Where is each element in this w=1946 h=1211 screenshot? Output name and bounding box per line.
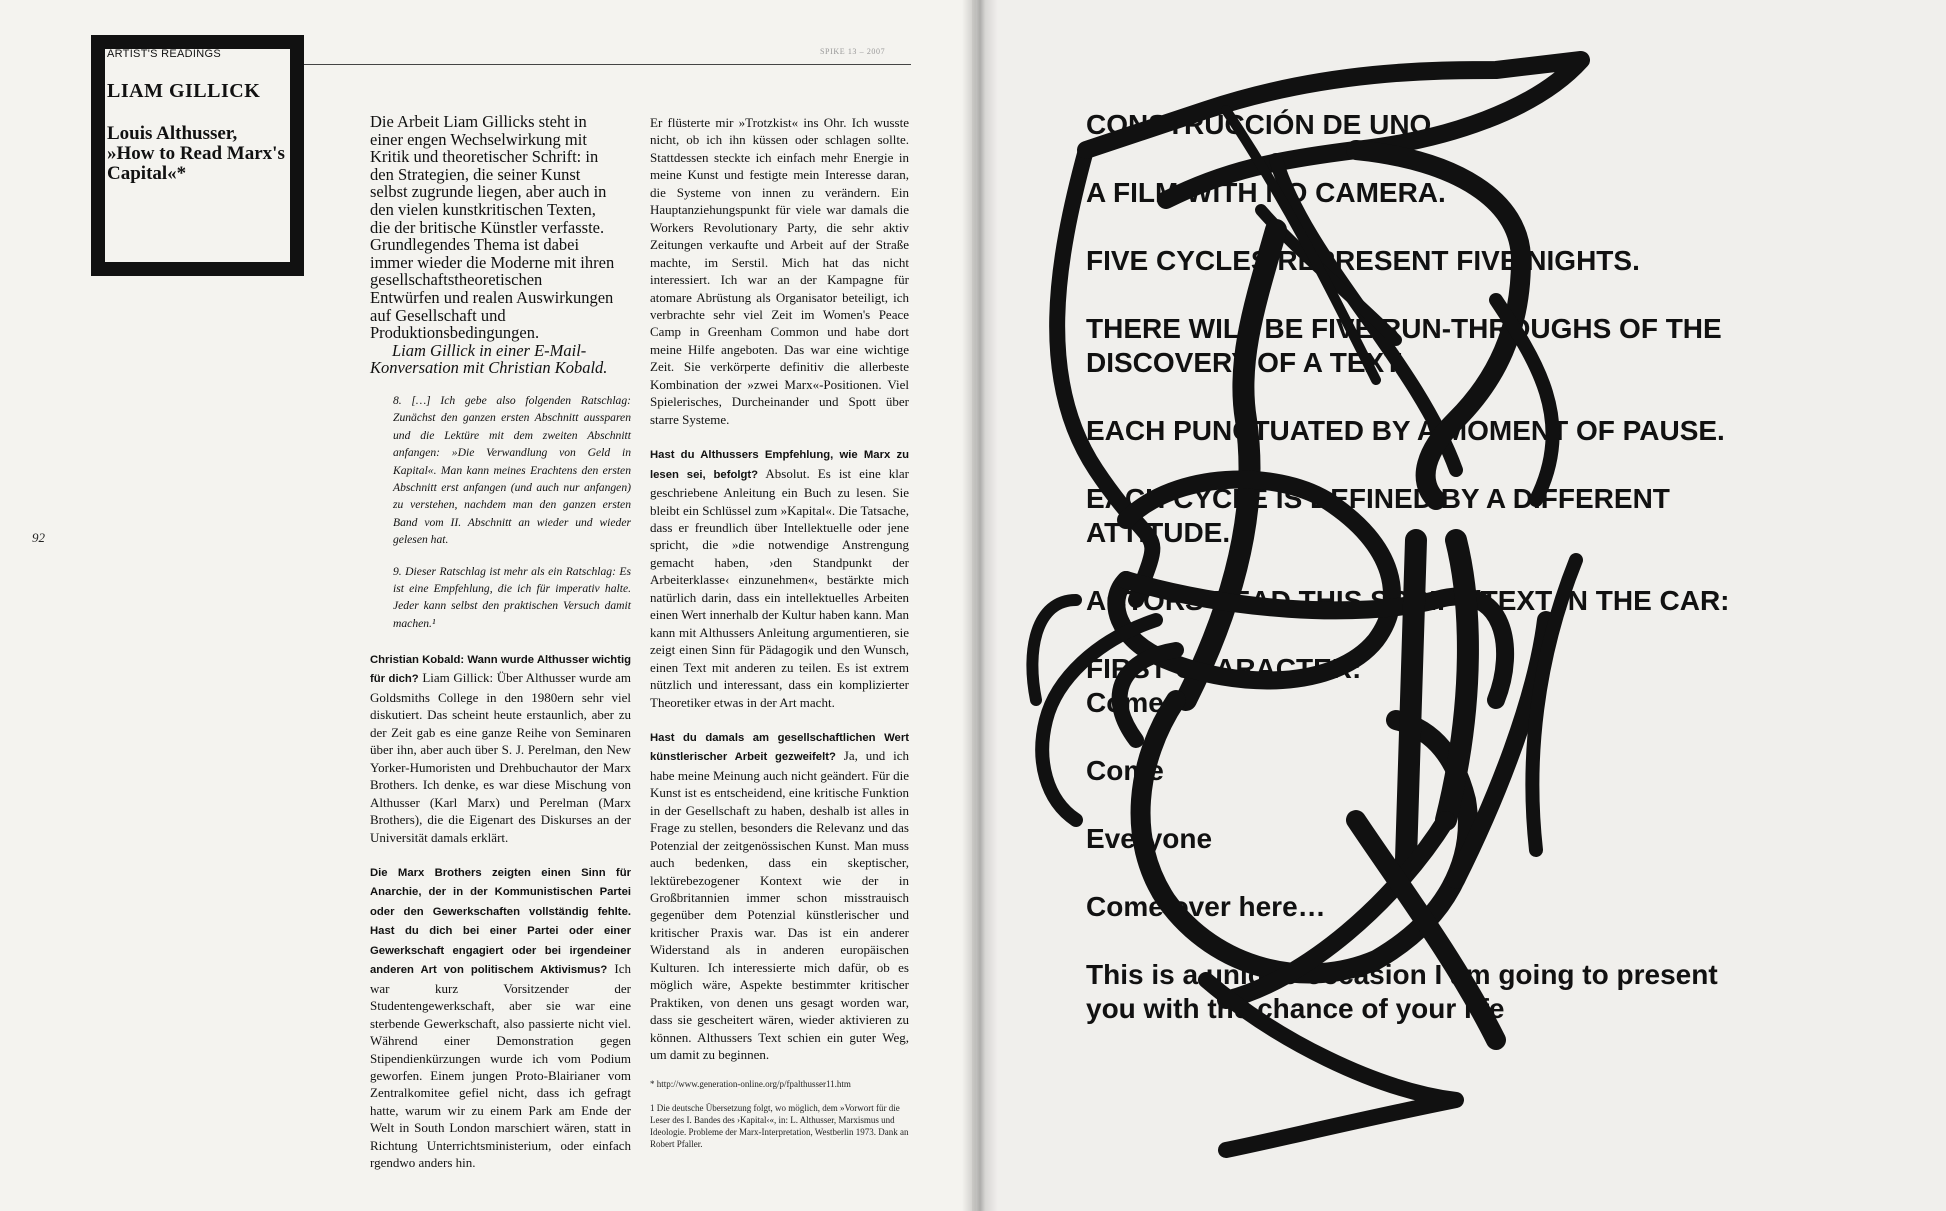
quote-9: 9. Dieser Ratschlag ist mehr als ein Ratschlag: Es ist eine Empfehlung, die ich für imperativ halte. Jeder kann selbst den praktischen Versuch damit machen.¹ [393, 564, 631, 630]
interview-question: Christian Kobald: Wann wurde Althusser wichtig für dich? [370, 654, 631, 686]
intro-credit: Liam Gillick in einer E-Mail-Konversation mit Christian Kobald. [370, 340, 608, 378]
script-line: FIRST CHARACTER: [1086, 653, 1362, 684]
interview-column-2 [650, 114, 909, 1081]
quote-8: 8. […] Ich gebe also folgenden Ratschlag: Zunächst den ganzen ersten Abschnitt aussparen und die Lektüre mit dem zweiten Abschnitt anfangen: »Die Verwandlung von Geld in Kapital«. Man kann meines Erachtens den ersten Abschnitt erst anfangen (und auch nur anfangen) zu verstehen, nachdem man den ganzen ersten Band vom II. Abschnitt an wieder und wieder gelesen hat. [393, 394, 631, 547]
script-line: A FILM WITH NO CAMERA. [1086, 177, 1446, 208]
script-line: FIVE CYCLES REPRESENT FIVE NIGHTS. [1086, 245, 1640, 276]
script-line: DISCOVERY OF A TEXT. [1086, 347, 1406, 378]
page-number: 92 [32, 530, 45, 545]
running-head: SPIKE 13 – 2007 [820, 47, 886, 56]
interview-answer: Ich war kurz Vorsitzender der Studentengewerkschaft, aber sie war eine sterbende Gewerkschaft, also passierte nicht viel. Während einer Demonstration gegen Stipendienkürzungen wurde ich vom Podium geworfen. Einem jungen Proto-Blairianer vom Zentralkomitee gefiel nicht, dass ich gefragt hatte, warum wir zu einem Park am Ende der Welt in South London marschiert wären, statt in Richtung Unterrichtsministerium, oder einfach rgendwo anders hin. [370, 961, 631, 1171]
althusser-quotes [393, 392, 631, 646]
interview-answer: Liam Gillick: Über Althusser wurde am Goldsmiths College in den 1980ern sehr viel diskutiert. Das scheint heute erstaunlich, aber zu der Zeit gab es eine ganze Reihe von Seminaren über ihn, aber auch über S. J. Perelman, den New Yorker-Humoristen und Drehbuchautor der Marx Brothers. Ich denke, es war diese Mischung von Althusser (Karl Marx) und Perelman (Marx Brothers), die die Eigenart des Diskurses an der Universität damals erklärt. [370, 670, 632, 845]
interview-block [650, 728, 909, 1064]
script-line: Come [1086, 755, 1164, 786]
interview-block [370, 863, 631, 1172]
interview-column-1 [370, 650, 631, 1189]
interview-answer: Ja, und ich habe meine Meinung auch nicht geändert. Für die Kunst ist es entscheidend, eine kritische Funktion in der Gesellschaft zu haben, deshalb ist alles in Frage zu stellen, besonders die Relevanz und das Potenzial der zeitgenössischen Kunst. Man muss auch bedenken, dass ein skeptischer, lektürebezogener Kontext wie der in Großbritannien immer schon misstrauisch gegenüber dem Potenzial künstlerischer und kritischer Praxis war. Das ist ein anderer Widerstand als in anderen europäischen Kulturen. Ich interessierte mich dafür, ob es möglich wäre, Aspekte bestimmter kritischer Praktiken, von denen uns gesagt worden war, dass sie gescheitert wären, wieder aktivieren zu können. Althussers Text schien ein guter Weg, um damit zu beginnen. [650, 748, 910, 1063]
script-line: you with the chance of your life [1086, 993, 1505, 1024]
left-page [0, 0, 972, 1211]
script-line: THERE WILL BE FIVE RUN-THROUGHS OF THE [1086, 313, 1722, 344]
interview-question: Hast du damals am gesellschaftlichen Wert künstlerischer Arbeit gezweifelt? [650, 731, 909, 764]
footnote-1: 1 Die deutsche Übersetzung folgt, wo möglich, dem »Vorwort für die Leser des I. Bandes des ›Kapital‹«, in: L. Althusser, Marxismus und Ideologie. Probleme der Marx-Interpretation, Westberlin 1973. Dank an Robert Pfaller. [650, 1103, 909, 1149]
script-line: EACH CYCLE IS DEFINED BY A DIFFERENT [1086, 483, 1670, 514]
interview-answer: Absolut. Es ist eine klar geschriebene Anleitung ein Buch zu lesen. Sie bleibt ein Schlüssel zum »Kapital«. Die Tatsache, dass er freundlich über Intellektuelle oder jene spricht, die »die notwendige Anstrengung gemacht haben, ›den Standpunkt der Arbeiterklasse‹ einzunehmen«, bestärkte mich natürlich darin, dass ein intellektuelles Arbeiten einen Wert innerhalb der Kultur haben kann. Man kann mit Althussers Anleitung argumentieren, sie zeigt einen Sinn für Pädagogik und den Wunsch, einen Text mit anderen zu teilen. Es ist extrem nützlich und interessant, dass ein komplizierter Theoretiker etwas in der Art macht. [650, 465, 909, 710]
interview-question: Die Marx Brothers zeigten einen Sinn für Anarchie, der in der Kommunistischen Partei oder den Gewerkschaften vollständig fehlte. Hast du dich bei einer Partei oder einer Gewerkschaft engagiert oder bei irgendeiner anderen Art von politischem Aktivismus? [370, 866, 631, 977]
interview-answer: Er flüsterte mir »Trotzkist« ins Ohr. Ich wusste nicht, ob ich ihn küssen oder schlagen sollte. Stattdessen steckte ich einfach mehr Energie in meine Kunst und festigte mein Interesse daran, die Systeme von innen zu verändern. Ein Hauptanziehungspunkt für viele war damals die Workers Revolutionary Party, die sehr aktiv Zeitungen verkaufte und Arbeit auf der Straße machte, im Serstil. Mich hat das nicht interessiert. Ich war an der Kampagne für atomare Abrüstung als Organisator beteiligt, ich verbrachte sehr viel Zeit im Women's Peace Camp in Greenham Common und habe dort meine Hilfe angeboten. Das war eine wichtige Zeit. Sie verkörperte definitiv die allerbeste Kombination der »zwei Marx«-Positionen. Viel Spielerisches, Durcheinander und Spott über starre Systeme. [650, 115, 909, 427]
interview-question: Hast du Althussers Empfehlung, wie Marx zu lesen sei, befolgt? [650, 449, 909, 481]
article-title: Louis Althusser, »How to Read Marx's Capital«* [107, 123, 285, 184]
right-page [976, 0, 1946, 1211]
intro-paragraph [370, 113, 615, 377]
footnotes [650, 1078, 909, 1162]
interview-block [650, 445, 909, 711]
script-line: ATTITUDE. [1086, 517, 1231, 548]
script-line: This is a unique occasion I am going to present [1086, 959, 1718, 990]
section-label: ARTIST'S READINGS [107, 48, 221, 60]
script-line: Come over here… [1086, 891, 1326, 922]
script-line: EACH PUNCTUATED BY A MOMENT OF PAUSE. [1086, 415, 1725, 446]
script-line: ACTORS READ THIS SCRIPT/TEXT IN THE CAR: [1086, 585, 1730, 616]
author-name: LIAM GILLICK [107, 80, 261, 102]
footnote-url: * http://www.generation-online.org/p/fpalthusser11.htm [650, 1079, 851, 1089]
interview-block [370, 650, 631, 846]
intro-text: Die Arbeit Liam Gillicks steht in einer engen Wechselwirkung mit Kritik und theoretischer Schrift: in den Strategien, die seiner Kunst selbst zugrunde liegen, aber auch in den vielen kunstkritischen Texten, die der britische Künstler verfasste. Grundlegendes Thema ist dabei immer wieder die Moderne mit ihren gesellschaftstheoretischen Entwürfen und realen Auswirkungen auf Gesellschaft und Produktionsbedingungen. [370, 112, 615, 343]
script-line: CONSTRUCCIÓN DE UNO [1086, 109, 1432, 140]
script-line: Come [1086, 687, 1164, 718]
script-line: Everyone [1086, 823, 1213, 854]
